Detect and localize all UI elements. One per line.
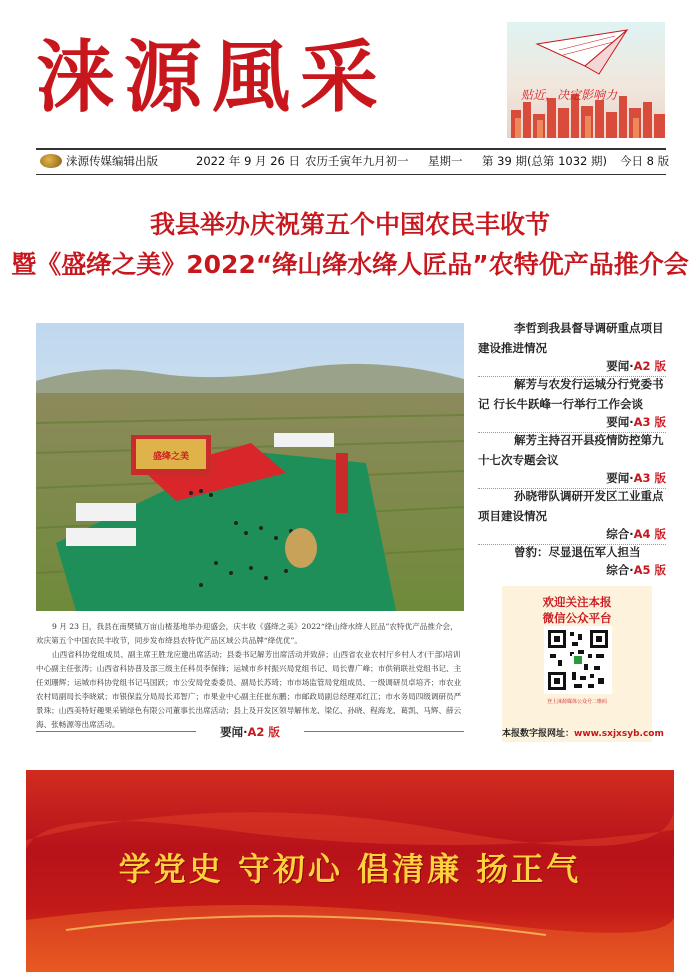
continued-on-link[interactable]: 要闻·A2 版: [36, 722, 464, 742]
wechat-heading-2: 微信公众平台: [542, 611, 612, 625]
index-item-page: A5 版: [633, 563, 666, 577]
index-item-page: A2 版: [633, 359, 666, 373]
slogan-banner: [26, 770, 674, 972]
masthead-ad: [507, 22, 665, 138]
stage-banner-text: 盛绛之美: [152, 452, 190, 462]
page-count: 今日 8 版: [620, 154, 670, 168]
index-item-section: 要闻: [606, 415, 630, 429]
ad-slogan: 贴近，决定影响力: [521, 88, 618, 102]
issue-info-bar: [36, 148, 670, 175]
city-skyline-illustration: [507, 22, 665, 138]
index-item-page: A3 版: [633, 415, 666, 429]
qr-code-icon[interactable]: [544, 626, 612, 694]
digital-edition-url[interactable]: [502, 726, 664, 739]
index-item[interactable]: 解芳与农发行运城分行党委书记 行长牛跃峰一行举行工作会谈 要闻·A3 版: [478, 374, 666, 433]
weekday: 星期一: [428, 154, 463, 168]
caption-link-section: 要闻: [220, 725, 244, 739]
headline-line-1: 我县举办庆祝第五个中国农民丰收节: [149, 210, 550, 239]
index-item-title: 解芳主持召开县疫情防控第九十七次专题会议: [478, 433, 664, 467]
index-item-section: 要闻: [606, 471, 630, 485]
index-item-section: 综合: [606, 563, 630, 577]
media-logo-icon: [40, 154, 62, 168]
index-item-section: 综合: [606, 527, 630, 541]
url-label: 本报数字报网址：: [502, 729, 575, 739]
lead-photo: [36, 323, 464, 611]
issue-date: 2022 年 9 月 26 日: [196, 154, 300, 168]
masthead: [36, 18, 506, 138]
caption-paragraph-1: 9 月 23 日，我县在南樊镇万亩山楂基地举办迎盛会，庆丰收《盛绛之美》2022“绛山绛水绛人匠品”农特优产品推介会，欢庆第五个中国农民丰收节，同步发布绛县农特优产品区域公共品牌“绛优优”。: [36, 622, 458, 645]
banner-slogan: 学党史 守初心 倡清廉 扬正气: [118, 850, 582, 888]
wechat-follow-box: [502, 586, 652, 742]
caption-link-page: A2 版: [247, 725, 280, 739]
url-text: www.sxjxsyb.com: [574, 729, 664, 739]
index-item-section: 要闻: [606, 359, 630, 373]
index-item[interactable]: 李哲到我县督导调研重点项目建设推进情况 要闻·A2 版: [478, 318, 666, 377]
index-item[interactable]: 孙晓带队调研开发区工业重点项目建设情况 综合·A4 版: [478, 486, 666, 545]
index-item-page: A3 版: [633, 471, 666, 485]
index-item-page: A4 版: [633, 527, 666, 541]
wechat-heading-1: 欢迎关注本报: [542, 595, 612, 609]
photo-caption: [36, 620, 464, 732]
index-item[interactable]: 解芳主持召开县疫情防控第九十七次专题会议 要闻·A3 版: [478, 430, 666, 489]
lunar-date: 农历壬寅年九月初一: [305, 154, 409, 168]
index-item-title: 曾豹：尽显退伍军人担当: [514, 545, 641, 559]
harvest-festival-scene: [36, 323, 464, 611]
news-index: [478, 312, 666, 590]
newspaper-title: 涞源風采: [36, 32, 389, 123]
index-item-title: 解芳与农发行运城分行党委书记 行长牛跃峰一行举行工作会谈: [478, 377, 664, 411]
caption-paragraph-2: 山西省科协党组成员、副主席王胜龙应邀出席活动；县委书记解芳出席活动并致辞；山西省农业农村厅乡村人才(干部)培训中心副主任张涛；山西省科协普及部三级主任科员李保锋；运城市乡村振兴局党组书记、局长曹广峰；市供销联社党组书记、主任刘珊辉；运城市科协党组书记马国跃；市公安局党委委员、副局长苏琦；市市场监管局党组成员、一级调研员卓培齐；市农业农村局副局长李晓斌；市银保监分局局长邓智广；市果业中心副主任崔东鹏；市邮政局副总经理邓红江；市水务局四级调研员严景珠；山西美特好趣果采销绿色有限公司董事长出席活动；县上及开发区领导解伟龙、梁亿、孙晓、程海龙、葛凯、马辉、薛云海、张畅源等出席活动。: [36, 650, 462, 729]
index-item-title: 孙晓带队调研开发区工业重点项目建设情况: [478, 489, 664, 523]
publisher: 涞源传媒编辑出版: [66, 154, 158, 168]
headline-line-2: 暨《盛绛之美》2022“绛山绛水绛人匠品”农特优产品推介会: [11, 250, 689, 279]
qr-note: 登上涞源媒体公众号二维码: [546, 699, 607, 705]
issue-number: 第 39 期(总第 1032 期): [482, 154, 607, 168]
index-item[interactable]: 曾豹：尽显退伍军人担当 综合·A5 版: [478, 542, 666, 578]
index-item-title: 李哲到我县督导调研重点项目建设推进情况: [478, 321, 664, 355]
